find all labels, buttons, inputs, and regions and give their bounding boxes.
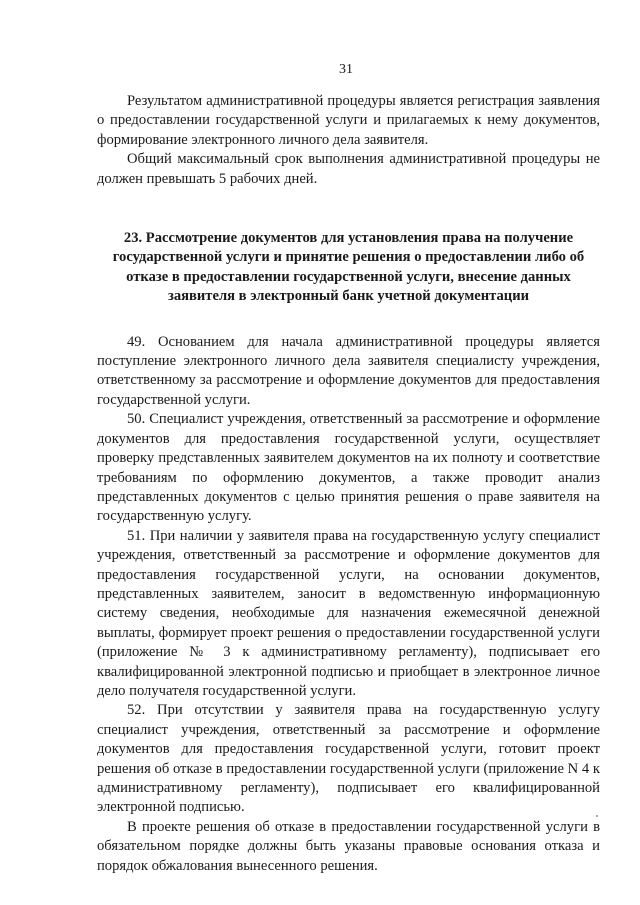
clause-52-continuation: В проекте решения об отказе в предоставлении государственной услуги в обязательном порядке должны быть указаны правовые основания отказа и порядок обжалования вынесенного решения. [97, 818, 600, 874]
clause-49: 49. Основанием для начала административной процедуры является поступление электронного личного дела заявителя специалисту учреждения, ответственному за рассмотрение и оформление документов для предоставления государственной услуги. [97, 333, 600, 408]
intro-paragraph: Общий максимальный срок выполнения административной процедуры не должен превышать 5 рабочих дней. [97, 151, 600, 187]
document-body [97, 92, 600, 876]
page-number: 31 [339, 62, 353, 77]
clause-50: 50. Специалист учреждения, ответственный за рассмотрение и оформление документов для предоставления государственной услуги, осуществляет проверку представленных заявителем документов на их полноту и соответствие требованиям по оформлению документов, а также проводит анализ представленных документов с целью принятия решения о праве заявителя на государственную услугу. [97, 411, 600, 525]
clause-51: 51. При наличии у заявителя права на государственную услугу специалист учреждения, ответственный за рассмотрение и оформление документов для предоставления государственной услуги, на основании документов, представленных заявителем, заносит в ведомственную информационную систему сведения, необходимые для назначения ежемесячной денежной выплаты, формирует проект решения о предоставлении государственной услуги (приложение № 3 к административному регламенту), подписывает его квалифицированной электронной подписью и приобщает в электронное личное дело получателя государственной услуги. [97, 527, 600, 699]
clause-52: 52. При отсутствии у заявителя права на государственную услугу специалист учреждения, ответственный за рассмотрение и оформление документов для предоставления государственной услуги, готовит проект решения об отказе в предоставлении государственной услуги (приложение N 4 к административному регламенту), подписывает его квалифицированной электронной подписью. [97, 702, 600, 816]
scan-speck [596, 815, 598, 817]
intro-paragraph: Результатом административной процедуры является регистрация заявления о предоставлении государственной услуги и прилагаемых к нему документов, формирование электронного личного дела заявителя. [97, 93, 600, 148]
section-heading: 23. Рассмотрение документов для установления права на получение государственной услуги и принятие решения о предоставлении либо об отказе в предоставлении государственной услуги, внесение данных заявителя в электронный банк учетной документации [112, 230, 585, 305]
